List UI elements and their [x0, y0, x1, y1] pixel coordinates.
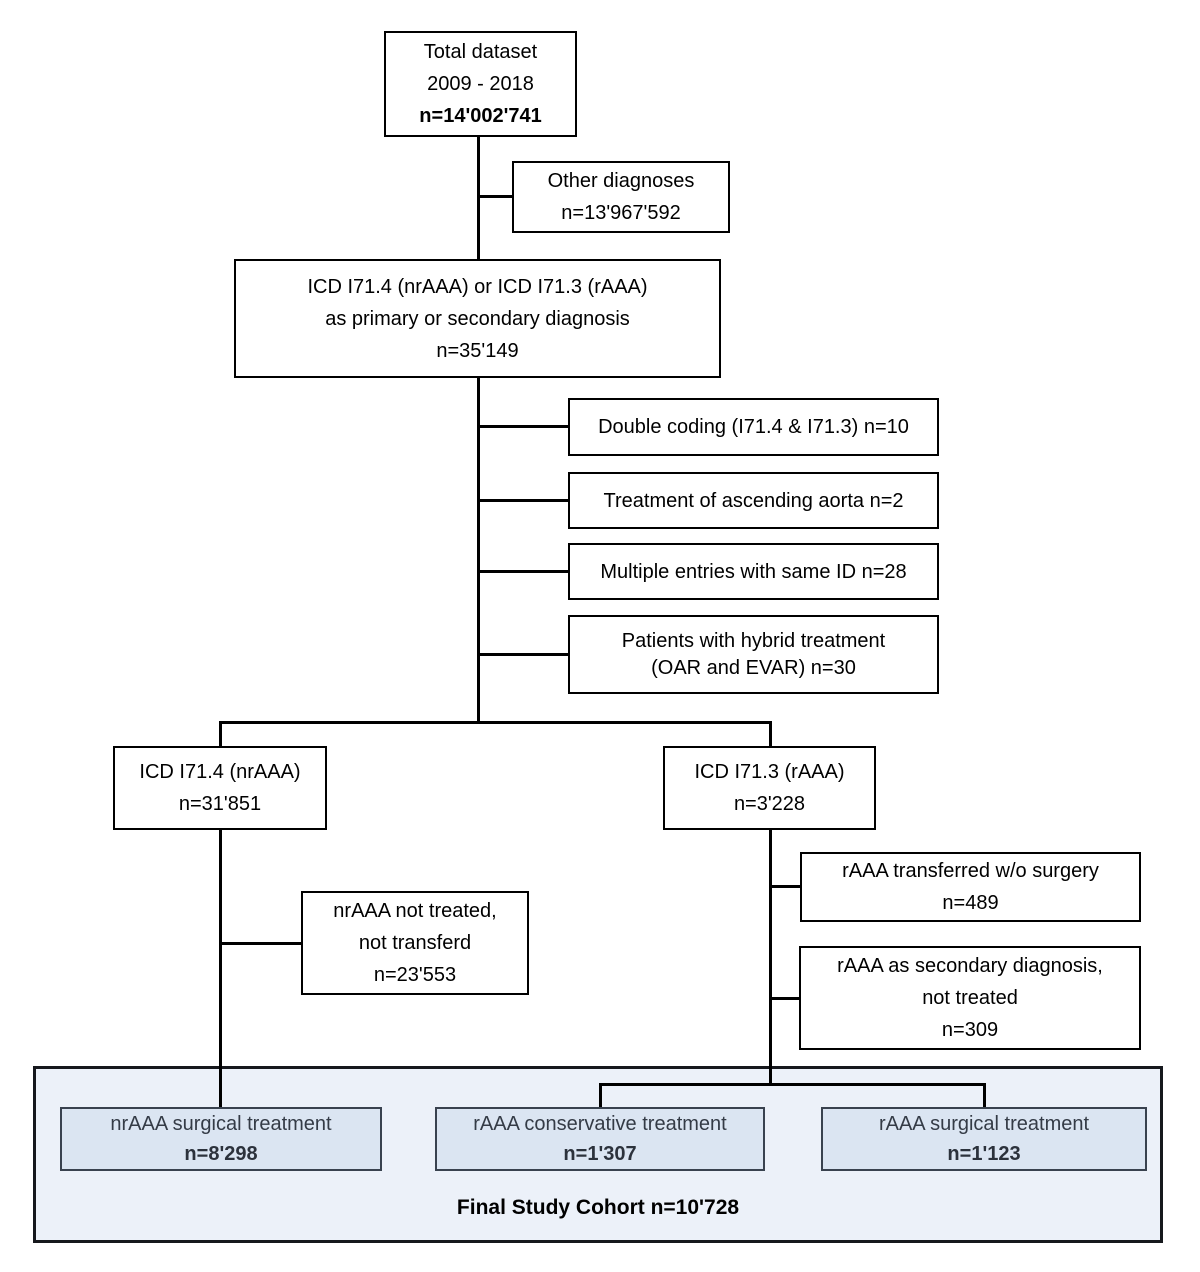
connector-line: [983, 1083, 986, 1109]
node-count: n=1'123: [947, 1143, 1021, 1165]
connector-line: [599, 1083, 986, 1086]
node-total-dataset: [384, 31, 577, 137]
connector-line: [477, 653, 570, 656]
node-text: Treatment of ascending aorta n=2: [603, 489, 904, 512]
node-text: Patients with hybrid treatment: [621, 629, 886, 652]
node-text: ICD I71.4 (nrAAA) or ICD I71.3 (rAAA): [307, 275, 648, 298]
connector-line: [477, 377, 480, 724]
node-excl-ascending-aorta: [568, 472, 939, 529]
node-icd-combined: [234, 259, 721, 378]
node-text: nrAAA surgical treatment: [110, 1113, 332, 1135]
node-raaa-transferred: [800, 852, 1141, 922]
node-text: Double coding (I71.4 & I71.3) n=10: [598, 416, 909, 438]
node-text: rAAA transferred w/o surgery: [842, 860, 1099, 882]
node-raaa-conservative: [435, 1107, 765, 1171]
connector-line: [219, 721, 772, 724]
node-icd-nraaa: [113, 746, 327, 830]
connector-line: [477, 425, 570, 428]
connector-line: [599, 1083, 602, 1109]
connector-line: [477, 136, 480, 260]
node-text: rAAA as secondary diagnosis,: [837, 955, 1103, 977]
node-excl-hybrid-treatment: [568, 615, 939, 694]
node-nraaa-surgical: [60, 1107, 382, 1171]
node-raaa-secondary: [799, 946, 1141, 1050]
node-text: not treated: [922, 987, 1018, 1009]
connector-line: [219, 942, 303, 945]
node-count: n=3'228: [733, 793, 806, 815]
node-text: rAAA surgical treatment: [878, 1113, 1090, 1135]
final-cohort-label: Final Study Cohort n=10'728: [456, 1196, 740, 1219]
node-count: n=309: [941, 1019, 999, 1041]
connector-line: [477, 195, 515, 198]
connector-line: [769, 721, 772, 748]
node-excl-double-coding: [568, 398, 939, 456]
node-text: 2009 - 2018: [427, 73, 534, 95]
node-text: as primary or secondary diagnosis: [325, 307, 630, 330]
node-text: not transferd: [358, 932, 472, 954]
node-text: Other diagnoses: [547, 170, 695, 192]
node-text: ICD I71.3 (rAAA): [694, 761, 845, 783]
node-raaa-surgical: [821, 1107, 1147, 1171]
node-count: n=1'307: [563, 1143, 637, 1165]
node-count: n=489: [942, 892, 999, 914]
node-excl-multiple-entries: [568, 543, 939, 600]
node-count: n=14'002'741: [419, 105, 542, 127]
node-text: Multiple entries with same ID n=28: [600, 560, 907, 583]
node-text: nrAAA not treated,: [333, 900, 497, 922]
connector-line: [769, 829, 772, 1086]
node-text: ICD I71.4 (nrAAA): [139, 761, 301, 783]
node-text: Total dataset: [423, 41, 538, 63]
node-count: n=31'851: [178, 793, 262, 815]
node-text: rAAA conservative treatment: [473, 1113, 727, 1135]
node-nraaa-not-treated: [301, 891, 529, 995]
node-icd-raaa: [663, 746, 876, 830]
node-count: n=13'967'592: [561, 202, 681, 224]
connector-line: [769, 997, 801, 1000]
node-count: n=8'298: [184, 1143, 258, 1165]
connector-line: [477, 499, 570, 502]
connector-line: [477, 570, 570, 573]
node-count: n=23'553: [373, 964, 457, 986]
connector-line: [769, 885, 802, 888]
connector-line: [219, 829, 222, 1109]
node-count: n=35'149: [436, 339, 519, 362]
node-other-diagnoses: [512, 161, 730, 233]
node-text: (OAR and EVAR) n=30: [651, 656, 856, 679]
connector-line: [219, 721, 222, 748]
